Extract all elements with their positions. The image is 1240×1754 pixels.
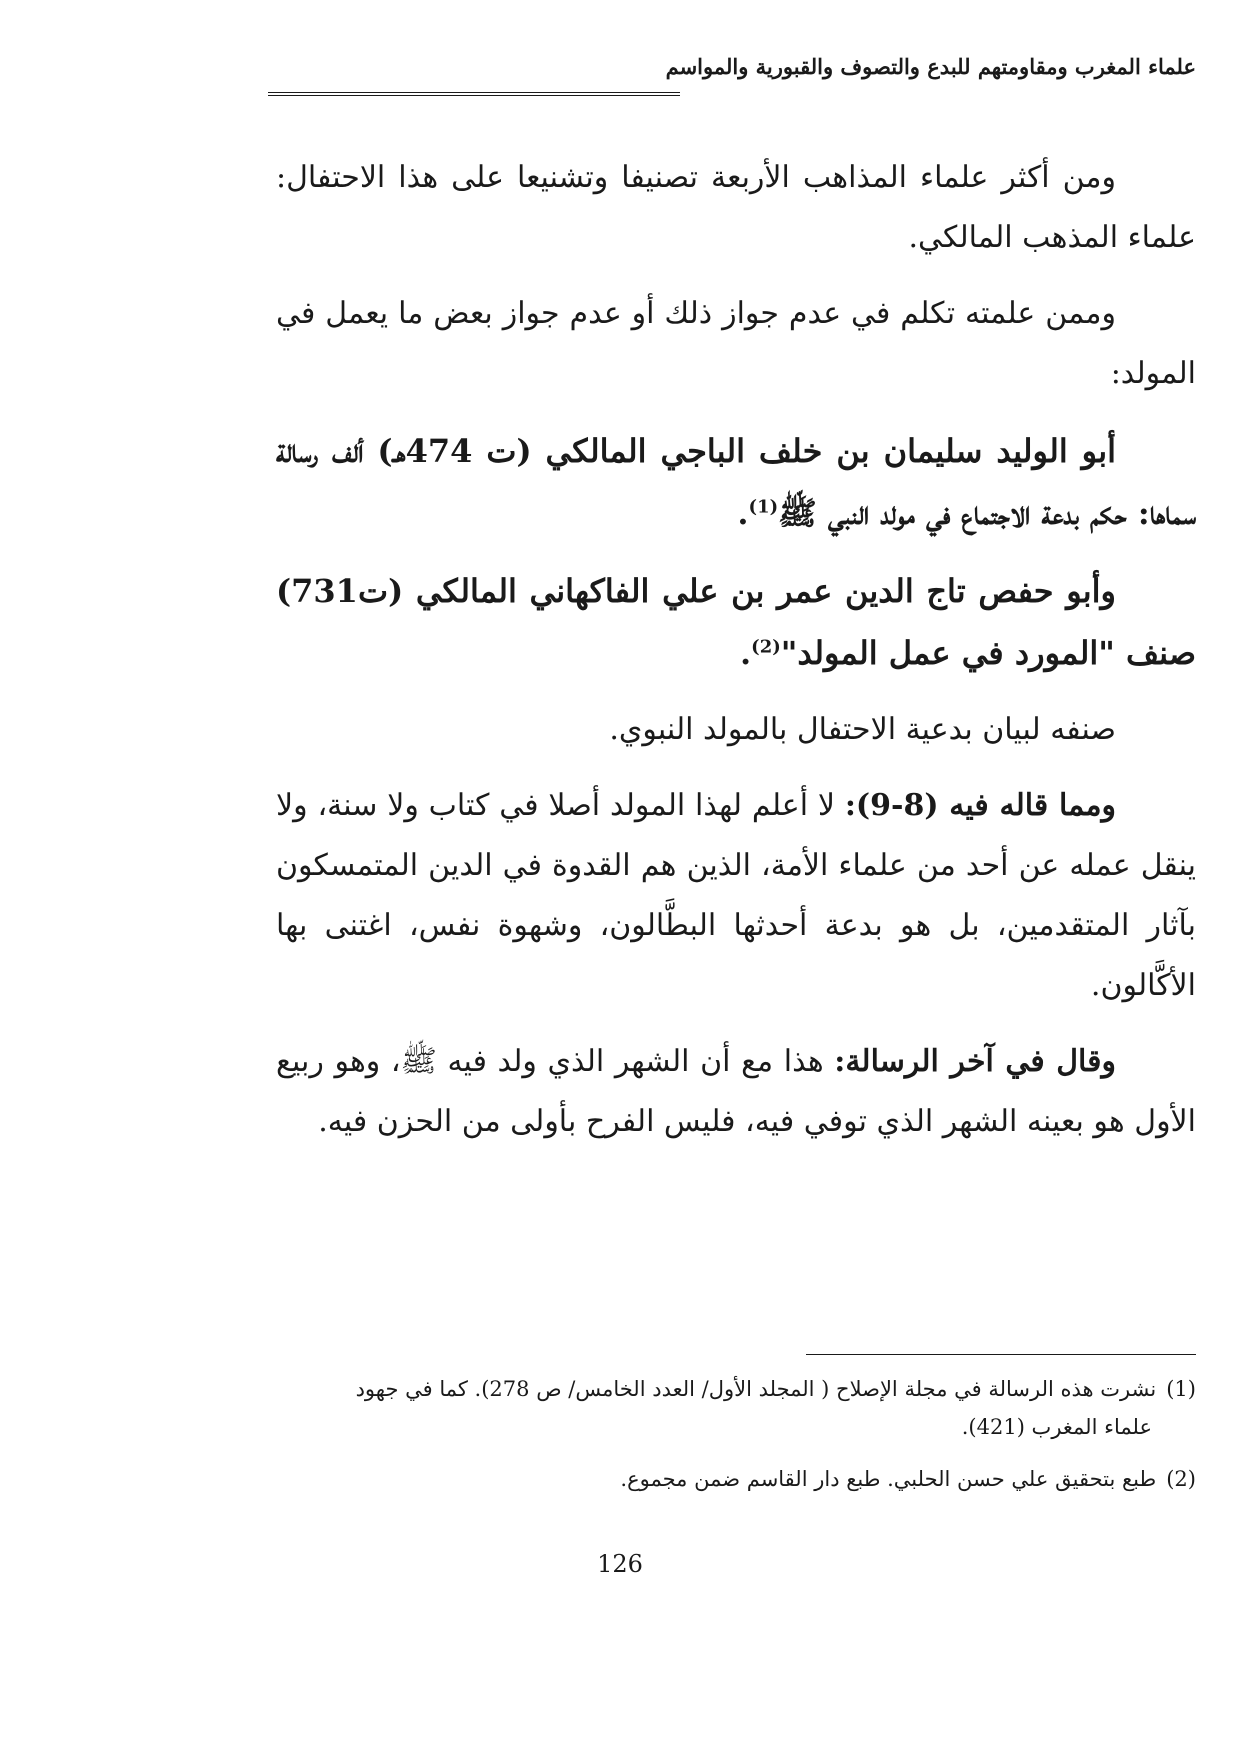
footnote-2-number: (2) bbox=[1166, 1467, 1196, 1491]
footnote-2-line1: طبع بتحقيق علي حسن الحلبي. طبع دار القاسم ضمن مجموع. bbox=[620, 1467, 1157, 1491]
header-double-rule bbox=[268, 92, 680, 96]
running-header-title: علماء المغرب ومقاومتهم للبدع والتصوف والقبورية والمواسم bbox=[665, 54, 1196, 79]
al-baji-text: أبو الوليد سليمان بن خلف الباجي المالكي (ت 474هـ) ألف رسالة سماها: حكم بدعة الاجتماع في مولد النبي ﷺ bbox=[276, 432, 1196, 532]
footnote-ref-2: (2) bbox=[751, 636, 781, 658]
closing-lead: وقال في آخر الرسالة: bbox=[834, 1044, 1116, 1079]
al-baji-end: . bbox=[737, 494, 749, 532]
al-fakihani-end: . bbox=[740, 634, 752, 672]
page-number: 126 bbox=[597, 1550, 643, 1578]
al-fakihani-text: وأبو حفص تاج الدين عمر بن علي الفاكهاني المالكي (ت731) صنف "المورد في عمل المولد" bbox=[276, 572, 1196, 672]
footnote-ref-1: (1) bbox=[748, 496, 779, 518]
paragraph-closing bbox=[276, 1032, 1196, 1152]
paragraph-al-fakihani bbox=[276, 560, 1196, 684]
main-text-body bbox=[276, 148, 1196, 1168]
paragraph-scholars-list-intro: وممن علمته تكلم في عدم جواز ذلك أو عدم جواز بعض ما يعمل في المولد: bbox=[276, 296, 1196, 391]
footnote-separator-rule bbox=[806, 1354, 1196, 1355]
quote-text: لا أعلم لهذا المولد أصلا في كتاب ولا سنة، ولا ينقل عمله عن أحد من علماء الأمة، الذين هم القدوة في الدين المتمسكون بآثار المتقدمين، بل هو بدعة أحدثها البطَّالون، وشهوة نفس، اغتنى بها الأكَّالون. bbox=[276, 788, 1196, 1003]
footnote-1-line2: علماء المغرب (421). bbox=[961, 1415, 1152, 1439]
paragraph-intro: ومن أكثر علماء المذاهب الأربعة تصنيفا وتشنيعا على هذا الاحتفال: علماء المذهب المالكي. bbox=[276, 160, 1196, 255]
footnotes-section bbox=[290, 1370, 1196, 1512]
paragraph-purpose: صنفه لبيان بدعية الاحتفال بالمولد النبوي. bbox=[609, 712, 1116, 747]
footnote-1-number: (1) bbox=[1166, 1377, 1196, 1401]
footnote-1 bbox=[290, 1370, 1196, 1446]
closing-text: هذا مع أن الشهر الذي ولد فيه ﷺ، وهو ربيع الأول هو بعينه الشهر الذي توفي فيه، فليس الفرح بأولى من الحزن فيه. bbox=[276, 1044, 1196, 1139]
paragraph-al-baji bbox=[276, 420, 1196, 544]
footnote-1-line1: نشرت هذه الرسالة في مجلة الإصلاح ( المجلد الأول/ العدد الخامس/ ص 278). كما في جهود bbox=[355, 1377, 1157, 1401]
footnote-2 bbox=[290, 1460, 1196, 1498]
quote-lead: ومما قاله فيه (8-9): bbox=[844, 788, 1116, 823]
paragraph-quote bbox=[276, 776, 1196, 1016]
